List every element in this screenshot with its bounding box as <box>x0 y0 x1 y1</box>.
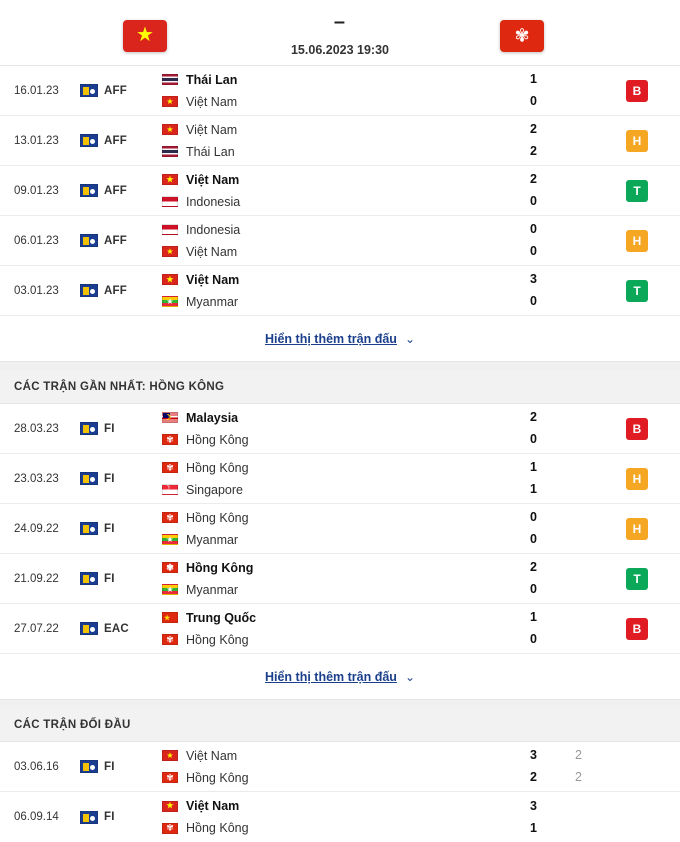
home-team-flag-icon <box>162 412 178 423</box>
competition-flag-icon <box>80 284 98 297</box>
away-team-flag-icon <box>162 772 178 783</box>
home-team[interactable] <box>162 560 524 575</box>
match-date: 27.07.22 <box>14 622 59 635</box>
section-divider <box>0 362 680 370</box>
teams <box>158 460 524 497</box>
home-score: 1 <box>530 460 537 474</box>
away-score-line <box>530 532 537 547</box>
match-date: 03.01.23 <box>14 284 59 297</box>
away-team-flag-icon <box>162 196 178 207</box>
result-badge: H <box>626 130 648 152</box>
sections-container <box>0 66 680 842</box>
away-score: 0 <box>530 244 537 258</box>
home-team-flag-icon <box>162 124 178 135</box>
away-team[interactable] <box>162 244 524 259</box>
home-team[interactable] <box>162 222 524 237</box>
away-score: 0 <box>530 194 537 208</box>
away-team-flag-icon <box>162 434 178 445</box>
home-team[interactable] <box>162 748 524 763</box>
competition[interactable] <box>80 522 158 535</box>
home-score-line <box>530 560 537 575</box>
home-team[interactable] <box>162 122 524 137</box>
score-column <box>524 222 594 259</box>
result-cell <box>594 568 680 590</box>
away-team-flag-icon <box>162 246 178 257</box>
result-cell <box>594 280 680 302</box>
away-team[interactable] <box>162 94 524 109</box>
teams <box>158 272 524 309</box>
match-row[interactable] <box>0 742 680 792</box>
away-team-name: Thái Lan <box>186 144 235 159</box>
away-team[interactable] <box>162 482 524 497</box>
score-column <box>524 799 594 836</box>
match-date: 21.09.22 <box>14 572 59 585</box>
home-team-name: Indonesia <box>186 222 241 237</box>
teams <box>158 610 524 647</box>
away-score: 2 <box>530 770 537 784</box>
teams <box>158 748 524 785</box>
home-score: 1 <box>530 610 537 624</box>
home-team-flag-icon <box>162 801 178 812</box>
home-team-name: Việt Nam <box>186 799 240 813</box>
home-team-flag-icon <box>162 612 178 623</box>
away-team[interactable] <box>162 194 524 209</box>
away-score: 0 <box>530 632 537 646</box>
competition-label: AFF <box>104 134 127 147</box>
match-score: – <box>333 10 347 33</box>
away-score: 0 <box>530 532 537 546</box>
away-score-line <box>530 144 537 159</box>
section-heading: CÁC TRẬN ĐỐI ĐẦU <box>0 708 680 742</box>
competition-label: FI <box>104 811 115 823</box>
result-badge: H <box>626 468 648 490</box>
home-score-line <box>530 510 537 525</box>
competition[interactable] <box>80 184 158 197</box>
away-team-name: Myanmar <box>186 294 239 309</box>
teams <box>158 172 524 209</box>
home-score-line <box>530 122 537 137</box>
result-badge: T <box>626 180 648 202</box>
away-team-name: Việt Nam <box>186 94 238 109</box>
competition[interactable] <box>80 284 158 297</box>
match-row[interactable] <box>0 454 680 504</box>
show-more-matches-button[interactable] <box>0 654 680 700</box>
away-team-flag-icon <box>162 823 178 834</box>
result-badge: T <box>626 568 648 590</box>
score-column <box>524 748 594 785</box>
match-row[interactable] <box>0 66 680 116</box>
home-team-flag[interactable] <box>123 20 167 52</box>
home-team-flag-icon <box>162 562 178 573</box>
away-team[interactable] <box>162 294 524 309</box>
result-cell <box>594 518 680 540</box>
competition-label: FI <box>104 472 115 485</box>
match-date: 28.03.23 <box>14 422 59 435</box>
away-score-line <box>530 482 537 497</box>
home-team-flag-icon <box>162 74 178 85</box>
away-score-line <box>530 770 582 785</box>
match-row[interactable] <box>0 504 680 554</box>
score-column <box>524 410 594 447</box>
away-score: 1 <box>530 820 537 835</box>
competition-flag-icon <box>80 522 98 535</box>
match-date: 23.03.23 <box>14 472 59 485</box>
competition-label: EAC <box>104 622 129 635</box>
competition-label: FI <box>104 572 115 585</box>
competition[interactable] <box>80 422 158 435</box>
competition-label: AFF <box>104 184 127 197</box>
match-row[interactable] <box>0 166 680 216</box>
score-column <box>524 610 594 647</box>
teams <box>158 799 524 836</box>
away-score: 0 <box>530 582 537 596</box>
home-team-name: Việt Nam <box>186 172 240 187</box>
away-score: 0 <box>530 294 537 308</box>
home-team-name: Trung Quốc <box>186 610 257 625</box>
home-score: 2 <box>530 122 537 136</box>
score-column <box>524 560 594 597</box>
away-team[interactable] <box>162 821 524 836</box>
match-row[interactable] <box>0 216 680 266</box>
home-team-flag-icon <box>162 274 178 285</box>
result-badge: H <box>626 518 648 540</box>
result-badge: H <box>626 230 648 252</box>
competition-flag-icon <box>80 184 98 197</box>
score-column <box>524 510 594 547</box>
home-team[interactable] <box>162 172 524 187</box>
away-score: 2 <box>530 144 537 158</box>
away-score-line <box>530 582 537 597</box>
competition[interactable] <box>80 811 158 824</box>
teams <box>158 222 524 259</box>
match-row[interactable] <box>0 266 680 316</box>
home-team[interactable] <box>162 510 524 525</box>
teams <box>158 560 524 597</box>
competition-flag-icon <box>80 234 98 247</box>
match-row[interactable] <box>0 604 680 654</box>
away-score-line <box>530 94 537 109</box>
match-date: 03.06.16 <box>14 760 59 773</box>
home-aggregate-score: 2 <box>574 748 582 762</box>
away-score: 1 <box>530 482 537 496</box>
away-score-line <box>530 244 537 259</box>
competition[interactable] <box>80 622 158 635</box>
match-row[interactable] <box>0 554 680 604</box>
competition-flag-icon <box>80 572 98 585</box>
match-header <box>0 0 680 66</box>
competition-label: AFF <box>104 234 127 247</box>
show-more-matches-button[interactable] <box>0 316 680 362</box>
chevron-down-icon: ⌄ <box>404 669 415 684</box>
away-team-name: Myanmar <box>186 532 239 547</box>
score-column <box>524 122 594 159</box>
away-team-flag-icon <box>162 484 178 495</box>
away-team-name: Indonesia <box>186 194 241 209</box>
away-team-name: Hồng Kông <box>186 432 249 447</box>
competition-label: FI <box>104 422 115 435</box>
home-score-line <box>530 410 537 425</box>
home-score-line <box>530 172 537 187</box>
match-header-center <box>291 9 389 57</box>
result-cell <box>594 80 680 102</box>
match-datetime: 15.06.2023 19:30 <box>290 42 389 57</box>
competition-flag-icon <box>80 622 98 635</box>
result-cell <box>594 418 680 440</box>
away-team-flag[interactable] <box>500 20 544 52</box>
away-aggregate-score: 2 <box>574 770 582 784</box>
match-date: 06.09.14 <box>14 811 59 823</box>
home-team-name: Hồng Kông <box>186 510 249 525</box>
home-team-flag-icon <box>162 224 178 235</box>
away-team-name: Hồng Kông <box>186 821 249 835</box>
away-team-name: Việt Nam <box>186 244 238 259</box>
home-score: 1 <box>530 72 537 86</box>
away-team[interactable] <box>162 532 524 547</box>
result-badge: B <box>626 618 648 640</box>
result-cell <box>594 180 680 202</box>
away-score: 0 <box>530 432 537 446</box>
competition-label: AFF <box>104 84 127 97</box>
home-score: 3 <box>530 748 537 762</box>
away-team-name: Myanmar <box>186 582 239 597</box>
home-score: 0 <box>530 510 537 524</box>
match-date: 06.01.23 <box>14 234 59 247</box>
away-team-name: Hồng Kông <box>186 770 249 785</box>
away-team-flag-icon <box>162 634 178 645</box>
competition-flag-icon <box>80 422 98 435</box>
section-divider <box>0 700 680 708</box>
competition-label: AFF <box>104 284 127 297</box>
home-team[interactable] <box>162 460 524 475</box>
home-team-flag-icon <box>162 512 178 523</box>
away-team-flag-icon <box>162 96 178 107</box>
home-team-name: Thái Lan <box>186 72 238 87</box>
home-team[interactable] <box>162 799 524 814</box>
match-row[interactable] <box>0 116 680 166</box>
competition-flag-icon <box>80 811 98 824</box>
result-badge: T <box>626 280 648 302</box>
result-cell <box>594 130 680 152</box>
result-cell <box>594 230 680 252</box>
section-heading: CÁC TRẬN GẦN NHẤT: HỒNG KÔNG <box>0 370 680 404</box>
away-team-name: Hồng Kông <box>186 632 249 647</box>
home-team-name: Việt Nam <box>186 122 238 137</box>
show-more-label: Hiển thị thêm trận đấu <box>264 669 397 684</box>
match-date: 24.09.22 <box>14 522 59 535</box>
home-score-line <box>530 610 537 625</box>
match-row[interactable] <box>0 404 680 454</box>
result-badge: B <box>626 418 648 440</box>
competition[interactable] <box>80 572 158 585</box>
competition[interactable] <box>80 472 158 485</box>
away-score-line <box>530 194 537 209</box>
home-team-name: Hồng Kông <box>186 460 249 475</box>
competition-flag-icon <box>80 134 98 147</box>
home-team-name: Hồng Kông <box>186 560 254 575</box>
result-cell <box>594 618 680 640</box>
away-team[interactable] <box>162 632 524 647</box>
away-score-line <box>530 294 537 309</box>
teams <box>158 510 524 547</box>
home-score-line <box>530 748 582 763</box>
competition-flag-icon <box>80 760 98 773</box>
teams <box>158 122 524 159</box>
result-badge: B <box>626 80 648 102</box>
match-date: 09.01.23 <box>14 184 59 197</box>
home-score: 3 <box>530 798 537 813</box>
home-team-name: Việt Nam <box>186 748 238 763</box>
match-row[interactable] <box>0 792 680 842</box>
home-score-line <box>530 799 537 814</box>
away-score-line <box>530 432 537 447</box>
away-team-flag-icon <box>162 146 178 157</box>
away-team[interactable] <box>162 144 524 159</box>
competition-flag-icon <box>80 472 98 485</box>
home-team-flag-icon <box>162 174 178 185</box>
score-column <box>524 460 594 497</box>
away-team-flag-icon <box>162 534 178 545</box>
home-score-line <box>530 72 537 87</box>
away-team-flag-icon <box>162 296 178 307</box>
home-score: 2 <box>530 410 537 424</box>
match-date: 13.01.23 <box>14 134 59 147</box>
teams <box>158 72 524 109</box>
competition-label: FI <box>104 760 115 773</box>
home-score: 3 <box>530 272 537 286</box>
home-team[interactable] <box>162 410 524 425</box>
chevron-down-icon: ⌄ <box>404 331 415 346</box>
score-column <box>524 172 594 209</box>
show-more-label: Hiển thị thêm trận đấu <box>264 331 397 346</box>
score-column <box>524 272 594 309</box>
home-score: 2 <box>530 172 537 186</box>
home-score: 2 <box>530 560 537 574</box>
score-column <box>524 72 594 109</box>
home-score-line <box>530 272 537 287</box>
result-cell <box>594 468 680 490</box>
competition[interactable] <box>80 234 158 247</box>
away-team-flag-icon <box>162 584 178 595</box>
home-team-name: Malaysia <box>186 410 239 425</box>
home-team-flag-icon <box>162 750 178 761</box>
away-team-name: Singapore <box>186 482 243 497</box>
teams <box>158 410 524 447</box>
away-team[interactable] <box>162 582 524 597</box>
home-team-flag-icon <box>162 462 178 473</box>
competition[interactable] <box>80 134 158 147</box>
away-team[interactable] <box>162 770 524 785</box>
home-score-line <box>530 460 537 475</box>
home-team[interactable] <box>162 610 524 625</box>
competition-label: FI <box>104 522 115 535</box>
home-team-name: Việt Nam <box>186 272 240 287</box>
away-team[interactable] <box>162 432 524 447</box>
competition[interactable] <box>80 760 158 773</box>
match-date: 16.01.23 <box>14 84 59 97</box>
home-team[interactable] <box>162 72 524 87</box>
home-score: 0 <box>530 222 537 236</box>
home-score-line <box>530 222 537 237</box>
away-score-line <box>530 821 537 836</box>
away-score-line <box>530 632 537 647</box>
away-score: 0 <box>530 94 537 108</box>
home-team[interactable] <box>162 272 524 287</box>
competition[interactable] <box>80 84 158 97</box>
competition-flag-icon <box>80 84 98 97</box>
